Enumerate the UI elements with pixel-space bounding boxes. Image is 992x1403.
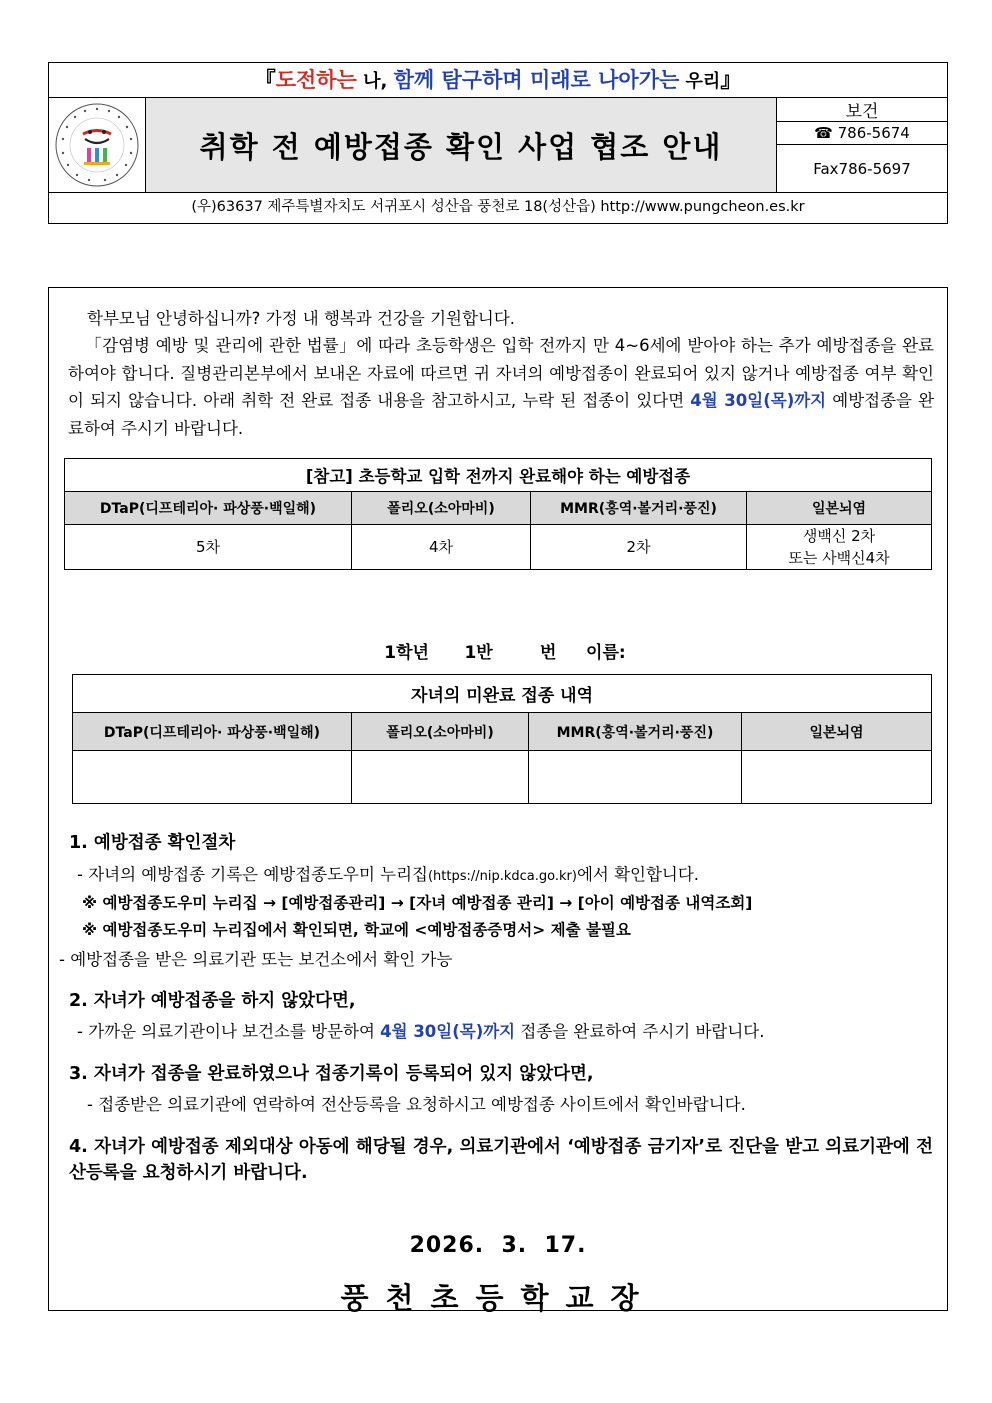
section-3-line-a: - 접종받은 의료기관에 연락하여 전산등록을 요청하시고 예방접종 사이트에서 확인바랍니다. [87, 1095, 746, 1114]
page-title: 취학 전 예방접종 확인 사업 협조 안내 [146, 98, 777, 192]
todo-cell-mmr [529, 751, 742, 804]
todo-table-caption: 자녀의 미완료 접종 내역 [73, 675, 932, 713]
notice-date: 2026. 3. 17. [409, 1233, 587, 1258]
motto-plain-text-2: 우리 [679, 71, 721, 92]
ref-header-polio: 폴리오(소아마비) [352, 492, 531, 525]
motto-plain-text: 나, [356, 71, 394, 92]
letterhead [48, 62, 948, 224]
todo-cell-je [742, 751, 932, 804]
motto-open-bracket: 『 [254, 68, 276, 92]
todo-header-dtap: DTaP(디프테리아· 파상풍·백일해) [73, 713, 352, 751]
todo-header-mmr: MMR(홍역·볼거리·풍진) [529, 713, 742, 751]
je-line-2: 또는 사백신4차 [788, 549, 890, 567]
s2a-deadline: 4월 30일(목)까지 [380, 1022, 516, 1041]
ref-value-mmr: 2차 [531, 525, 747, 570]
school-motto [49, 63, 947, 98]
reference-vaccine-table [64, 458, 932, 570]
motto-close-bracket: 』 [720, 68, 742, 92]
nip-url: (https://nip.kdca.go.kr) [427, 869, 577, 884]
ref-header-dtap: DTaP(디프테리아· 파상풍·백일해) [65, 492, 352, 525]
section-4-text: 4. 자녀가 예방접종 제외대상 아동에 해당될 경우, 의료기관에서 ‘예방접종 금기자’로 진단을 받고 의료기관에 전산등록을 요청하시기 바랍니다. [69, 1137, 933, 1183]
school-address: (우)63637 제주특별자치도 서귀포시 성산읍 풍천로 18(성산읍) http://www.pungcheon.es.kr [191, 199, 805, 215]
ref-header-mmr: MMR(홍역·볼거리·풍진) [531, 492, 747, 525]
s2a-text: - 가까운 의료기관이나 보건소를 방문하여 [77, 1022, 381, 1041]
section-1-title: 1. 예방접종 확인절차 [69, 833, 236, 853]
section-2-title: 2. 자녀가 예방접종을 하지 않았다면, [69, 991, 356, 1011]
principal-signature: 풍천초등학교장 [340, 1281, 656, 1315]
school-logo [49, 98, 146, 192]
s1a-text-end: 에서 확인합니다. [576, 865, 700, 884]
motto-blue-text: 함께 탐구하며 미래로 나아가는 [393, 68, 680, 92]
section-1-note-certificate: ※ 예방접종도우미 누리집에서 확인되면, 학교에 <예방접종증명서> 제출 불필요 [82, 921, 631, 939]
section-1-line-a [77, 861, 699, 890]
intro-deadline: 4월 30일(목)까지 [690, 391, 827, 410]
intro-text: 「감염병 예방 및 관리에 관한 법률」에 따라 초등학생은 입학 전까지 만 4~6세에 받아야 하는 추가 예방접종을 완료하여야 합니다. 질병관리본부에서 보내온 자료에 따르면 귀 자녀의 예방접종이 완료되어 있지 않거나 예방접종 여부 확인이 되지 않습니다. 아래 취학 전 완료 접종 내용을 참고하시고, 누락 된 접종이 있다면 [68, 336, 934, 410]
contact-info [777, 98, 947, 192]
s2a-text-end: 접종을 완료하여 주시기 바랍니다. [515, 1022, 765, 1041]
s1a-text: - 자녀의 예방접종 기록은 예방접종도우미 누리집 [77, 865, 428, 884]
todo-cell-dtap [73, 751, 352, 804]
section-2-line-a [77, 1018, 765, 1045]
todo-header-je: 일본뇌염 [742, 713, 932, 751]
ref-value-dtap: 5차 [65, 525, 352, 570]
ref-value-je [747, 525, 932, 570]
ref-value-polio: 4차 [352, 525, 531, 570]
fax-number: Fax786-5697 [813, 159, 911, 178]
intro-paragraph [68, 332, 934, 442]
incomplete-vaccine-table [72, 674, 932, 804]
school-logo-icon [53, 101, 141, 189]
section-1-note-path: ※ 예방접종도우미 누리집 → [예방접종관리] → [자녀 예방접종 관리] → [아이 예방접종 내역조회] [82, 894, 753, 912]
ref-header-je: 일본뇌염 [747, 492, 932, 525]
greeting: 학부모님 안녕하십니까? 가정 내 행복과 건강을 기원합니다. [87, 309, 516, 328]
phone-number: ☎ 786-5674 [777, 122, 947, 145]
section-3-title: 3. 자녀가 접종을 완료하였으나 접종기록이 등록되어 있지 않았다면, [69, 1064, 594, 1084]
je-line-1: 생백신 2차 [802, 527, 876, 545]
motto-red-text: 도전하는 [275, 68, 357, 92]
todo-cell-polio [352, 751, 529, 804]
ref-table-caption: [참고] 초등학교 입학 전까지 완료해야 하는 예방접종 [65, 459, 932, 492]
student-info-line: 1학년 1반 번 이름: [384, 643, 626, 663]
todo-header-polio: 폴리오(소아마비) [352, 713, 529, 751]
intro-text-end: 예방접종을 완료하여 주시기 바랍니다. [68, 391, 935, 438]
section-1-line-d: - 예방접종을 받은 의료기관 또는 보건소에서 확인 가능 [59, 950, 453, 969]
notice-body [48, 287, 948, 1315]
department-label: 보건 [777, 98, 947, 122]
